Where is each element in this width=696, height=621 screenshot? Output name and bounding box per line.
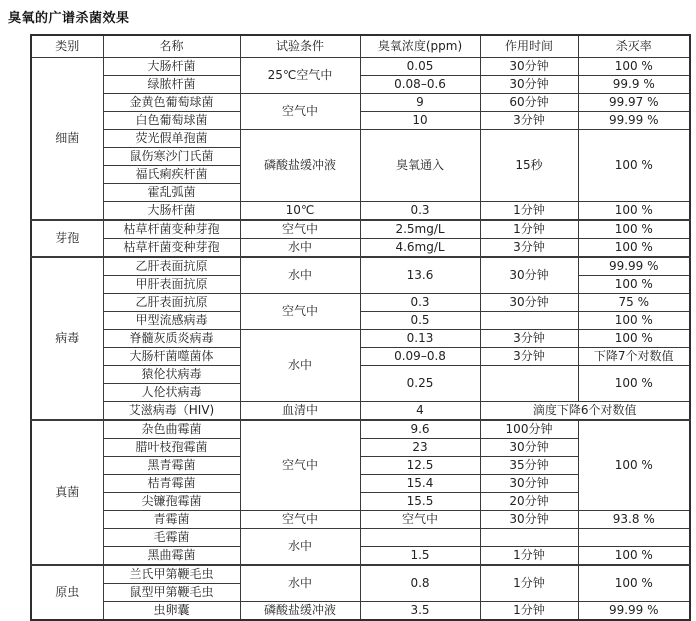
table-cell: [578, 529, 690, 547]
table-cell: 0.25: [360, 366, 480, 402]
table-cell: 1分钟: [480, 547, 578, 566]
table-cell: 99.99 %: [578, 112, 690, 130]
table-cell: 细菌: [31, 58, 103, 221]
table-cell: 1分钟: [480, 602, 578, 621]
table-row: [31, 348, 690, 366]
table-cell: 35分钟: [480, 457, 578, 475]
table-cell: 甲型流感病毒: [103, 312, 240, 330]
table-cell: 30分钟: [480, 58, 578, 76]
table-row: [31, 511, 690, 529]
table-cell: 空气中: [240, 220, 360, 239]
table-cell: 1.5: [360, 547, 480, 566]
table-cell: 人伦状病毒: [103, 384, 240, 402]
table-cell: 75 %: [578, 294, 690, 312]
table-cell: 23: [360, 439, 480, 457]
table-cell: 鼠型甲第鞭毛虫: [103, 584, 240, 602]
table-cell: 99.9 %: [578, 76, 690, 94]
table-cell: 15.4: [360, 475, 480, 493]
table-cell: 青霉菌: [103, 511, 240, 529]
table-cell: 0.05: [360, 58, 480, 76]
table-row: [31, 547, 690, 566]
table-cell: 1分钟: [480, 202, 578, 221]
table-row: [31, 220, 690, 239]
table-cell: 100 %: [578, 239, 690, 258]
table-cell: 100 %: [578, 202, 690, 221]
table-cell: 1分钟: [480, 220, 578, 239]
table-cell: 99.99 %: [578, 602, 690, 621]
table-row: [31, 294, 690, 312]
table-cell: 30分钟: [480, 475, 578, 493]
table-cell: 空气中: [240, 511, 360, 529]
table-cell: 100 %: [578, 276, 690, 294]
table-cell: 1分钟: [480, 565, 578, 602]
table-cell: 30分钟: [480, 257, 578, 294]
table-row: [31, 420, 690, 439]
table-cell: 福氏痢疾杆菌: [103, 166, 240, 184]
table-row: [31, 94, 690, 112]
table-body: [31, 58, 690, 621]
ozone-sterilization-table: [30, 34, 691, 621]
table-row: [31, 602, 690, 621]
table-cell: 空气中: [240, 294, 360, 330]
table-cell: 99.97 %: [578, 94, 690, 112]
table-cell: 绿脓杆菌: [103, 76, 240, 94]
table-cell: 白色葡萄球菌: [103, 112, 240, 130]
table-cell: 水中: [240, 257, 360, 294]
table-cell: 30分钟: [480, 76, 578, 94]
page-title: 臭氧的广谱杀菌效果: [8, 11, 130, 26]
table-cell: 100 %: [578, 58, 690, 76]
table-cell: 荧光假单孢菌: [103, 130, 240, 148]
table-cell: [480, 366, 578, 402]
table-cell: 10℃: [240, 202, 360, 221]
table-cell: 乙肝表面抗原: [103, 257, 240, 276]
table-cell: 黑青霉菌: [103, 457, 240, 475]
column-header: 类别: [31, 35, 103, 58]
table-cell: 艾滋病毒（HIV): [103, 402, 240, 421]
table-cell: 黑曲霉菌: [103, 547, 240, 566]
table-cell: 4: [360, 402, 480, 421]
table-cell: 磷酸盐缓冲液: [240, 602, 360, 621]
table-row: [31, 112, 690, 130]
table-cell: 水中: [240, 529, 360, 566]
table-cell: 100 %: [578, 220, 690, 239]
table-cell: 12.5: [360, 457, 480, 475]
table-cell: 30分钟: [480, 439, 578, 457]
table-cell: 磷酸盐缓冲液: [240, 130, 360, 202]
table-cell: 0.09–0.8: [360, 348, 480, 366]
table-row: [31, 130, 690, 148]
table-cell: 3分钟: [480, 330, 578, 348]
table-cell: 100 %: [578, 565, 690, 602]
table-cell: 水中: [240, 565, 360, 602]
table-cell: 0.13: [360, 330, 480, 348]
table-cell: 15.5: [360, 493, 480, 511]
table-cell: 100 %: [578, 366, 690, 402]
table-row: [31, 76, 690, 94]
table-row: [31, 312, 690, 330]
table-row: [31, 402, 690, 421]
table-row: [31, 257, 690, 276]
table-cell: 真菌: [31, 420, 103, 565]
table-cell: 枯草杆菌变种芽孢: [103, 239, 240, 258]
table-cell: 毛霉菌: [103, 529, 240, 547]
column-header: 杀灭率: [578, 35, 690, 58]
table-cell: 滴度下降6个对数值: [480, 402, 690, 421]
table-cell: 病毒: [31, 257, 103, 420]
column-header: 作用时间: [480, 35, 578, 58]
table-cell: 下降7个对数值: [578, 348, 690, 366]
table-row: [31, 565, 690, 584]
table-cell: 芽孢: [31, 220, 103, 257]
table-cell: 93.8 %: [578, 511, 690, 529]
table-cell: 兰氏甲第鞭毛虫: [103, 565, 240, 584]
table-cell: 金黄色葡萄球菌: [103, 94, 240, 112]
table-cell: 大肠杆菌: [103, 202, 240, 221]
table-cell: 杂色曲霉菌: [103, 420, 240, 439]
table-cell: 大肠杆菌噬菌体: [103, 348, 240, 366]
table-cell: 乙肝表面抗原: [103, 294, 240, 312]
table-cell: 桔青霉菌: [103, 475, 240, 493]
table-cell: 100分钟: [480, 420, 578, 439]
table-cell: 25℃空气中: [240, 58, 360, 94]
table-cell: 100 %: [578, 420, 690, 511]
table-cell: 猿伦状病毒: [103, 366, 240, 384]
table-cell: 虫卵囊: [103, 602, 240, 621]
table-cell: 0.5: [360, 312, 480, 330]
table-cell: 尖镰孢霉菌: [103, 493, 240, 511]
table-cell: 3分钟: [480, 112, 578, 130]
column-header: 名称: [103, 35, 240, 58]
table-cell: 10: [360, 112, 480, 130]
table-row: [31, 239, 690, 258]
table-cell: 鼠伤寒沙门氏菌: [103, 148, 240, 166]
column-header: 臭氧浓度(ppm): [360, 35, 480, 58]
table-cell: 3分钟: [480, 239, 578, 258]
table-cell: 水中: [240, 330, 360, 402]
table-row: [31, 202, 690, 221]
table-cell: [360, 529, 480, 547]
table-cell: 100 %: [578, 130, 690, 202]
table-cell: 4.6mg/L: [360, 239, 480, 258]
table-row: [31, 58, 690, 76]
table-cell: 3分钟: [480, 348, 578, 366]
table-cell: 0.8: [360, 565, 480, 602]
table-cell: 空气中: [240, 94, 360, 130]
table-cell: 血清中: [240, 402, 360, 421]
table-cell: 2.5mg/L: [360, 220, 480, 239]
table-cell: 枯草杆菌变种芽孢: [103, 220, 240, 239]
table-cell: 甲肝表面抗原: [103, 276, 240, 294]
table-cell: 0.3: [360, 202, 480, 221]
table-cell: 臭氧通入: [360, 130, 480, 202]
table-cell: 空气中: [240, 420, 360, 511]
table-cell: 大肠杆菌: [103, 58, 240, 76]
table-cell: 3.5: [360, 602, 480, 621]
table-cell: 100 %: [578, 312, 690, 330]
table-cell: 100 %: [578, 547, 690, 566]
table-row: [31, 330, 690, 348]
table-row: [31, 366, 690, 384]
table-cell: 15秒: [480, 130, 578, 202]
table-cell: 0.3: [360, 294, 480, 312]
table-cell: 原虫: [31, 565, 103, 620]
table-cell: [480, 312, 578, 330]
table-row: [31, 529, 690, 547]
header-row: [31, 35, 690, 58]
table-cell: 脊髓灰质炎病毒: [103, 330, 240, 348]
table-cell: 9: [360, 94, 480, 112]
table-cell: 霍乱弧菌: [103, 184, 240, 202]
table-cell: 9.6: [360, 420, 480, 439]
table-cell: 60分钟: [480, 94, 578, 112]
table-cell: 99.99 %: [578, 257, 690, 276]
table-cell: 100 %: [578, 330, 690, 348]
table-cell: 水中: [240, 239, 360, 258]
table-cell: 空气中: [360, 511, 480, 529]
table-cell: 30分钟: [480, 511, 578, 529]
table-cell: 0.08–0.6: [360, 76, 480, 94]
table-cell: [480, 529, 578, 547]
table-cell: 30分钟: [480, 294, 578, 312]
table-cell: 13.6: [360, 257, 480, 294]
table-cell: 20分钟: [480, 493, 578, 511]
table-cell: 腊叶枝孢霉菌: [103, 439, 240, 457]
column-header: 试验条件: [240, 35, 360, 58]
